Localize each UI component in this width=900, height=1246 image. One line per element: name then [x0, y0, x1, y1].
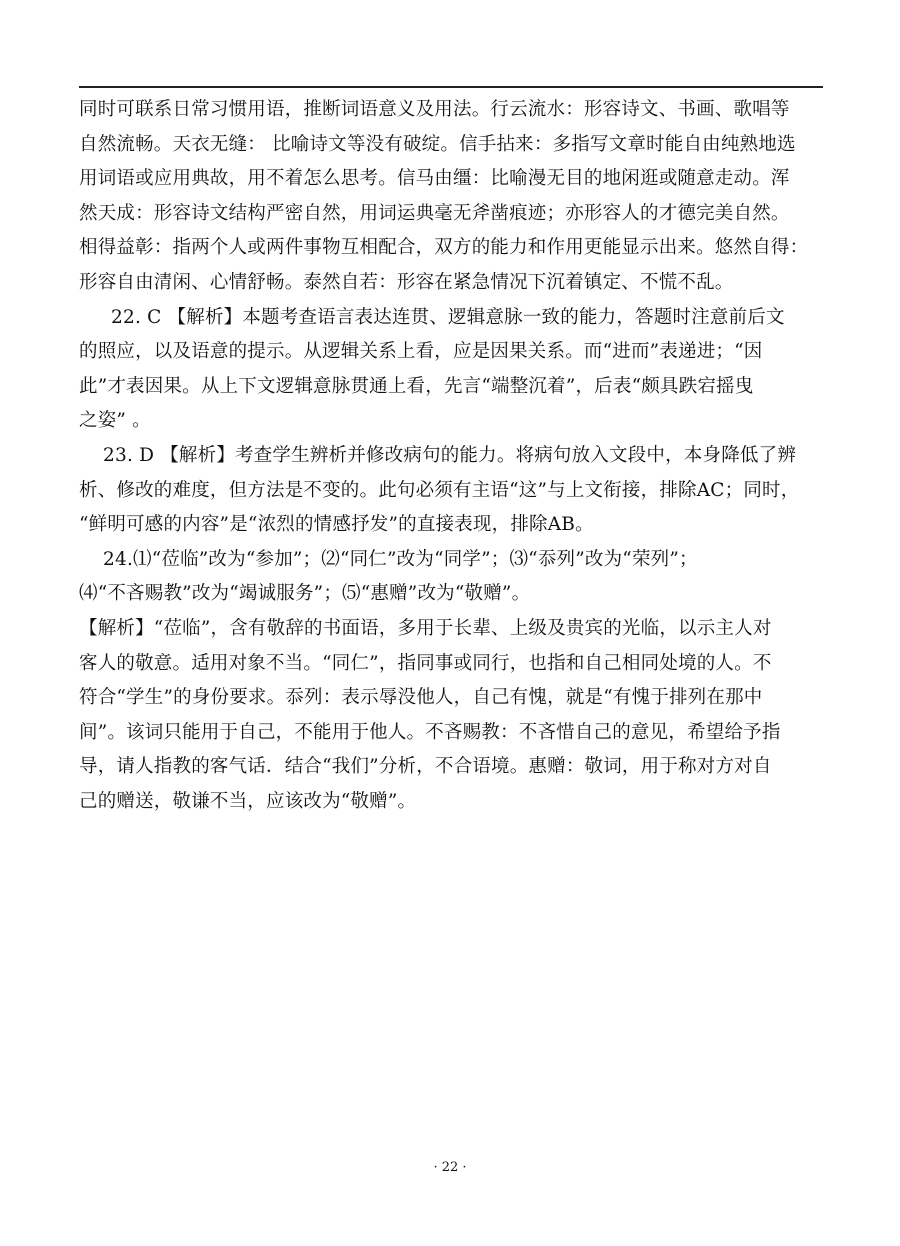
- text-line: 自然流畅。天衣无缝： 比喻诗文等没有破绽。信手拈来：多指写文章时能自由纯熟地选: [79, 133, 796, 155]
- text-line: 此”才表因果。从上下文逻辑意脉贯通上看，先言“端整沉着”，后表“颇具跌宕摇曳: [79, 375, 754, 397]
- document-body: [79, 93, 823, 819]
- text-line: 用词语或应用典故，用不着怎么思考。信马由缰：比喻漫无目的地闲逛或随意走动。浑: [79, 168, 790, 190]
- answer-22-line: 22. C 【解析】本题考查语言表达连贯、逻辑意脉一致的能力，答题时注意前后文: [111, 306, 785, 328]
- analysis-line: 【解析】“莅临”，含有敬辞的书面语，多用于长辈、上级及贵宾的光临，以示主人对: [79, 617, 772, 639]
- text-line: 相得益彰：指两个人或两件事物互相配合，双方的能力和作用更能显示出来。悠然自得：: [79, 237, 809, 259]
- text-line: 之姿” 。: [79, 410, 151, 432]
- text-line: 己的赠送，敬谦不当，应该改为“敬赠”。: [79, 790, 417, 812]
- answer-23-line: 23. D 【解析】考查学生辨析并修改病句的能力。将病句放入文段中，本身降低了辨: [103, 444, 797, 466]
- text-line: 间”。该词只能用于自己，不能用于他人。不吝赐教：不吝惜自己的意见，希望给予指: [79, 721, 781, 743]
- text-line: ⑷“不吝赐教”改为“竭诚服务”；⑸“惠赠”改为“敬赠”。: [79, 583, 531, 605]
- text-line: “鲜明可感的内容”是“浓烈的情感抒发”的直接表现，排除AB。: [79, 514, 594, 536]
- header-rule: [79, 86, 823, 88]
- text-line: 导，请人指教的客气话．结合“我们”分析，不合语境。惠赠：敬词，用于称对方对自: [79, 756, 772, 778]
- answer-24-line: 24.⑴“莅临”改为“参加”；⑵“同仁”改为“同学”；⑶“忝列”改为“荣列”；: [103, 548, 698, 570]
- text-line: 形容自由清闲、心情舒畅。泰然自若：形容在紧急情况下沉着镇定、不慌不乱。: [79, 271, 734, 293]
- page-number: · 22 ·: [433, 1160, 467, 1175]
- text-line: 符合“学生”的身份要求。忝列：表示辱没他人，自己有愧，就是“有愧于排列在那中: [79, 687, 763, 709]
- text-line: 同时可联系日常习惯用语，推断词语意义及用法。行云流水：形容诗文、书画、歌唱等: [79, 99, 790, 120]
- text-line: 客人的敬意。适用对象不当。“同仁”，指同事或同行，也指和自己相同处境的人。不: [79, 652, 772, 674]
- text-line: 然天成：形容诗文结构严密自然，用词运典毫无斧凿痕迹；亦形容人的才德完美自然。: [79, 202, 790, 224]
- text-line: 的照应，以及语意的提示。从逻辑关系上看，应是因果关系。而“进而”表递进；“因: [79, 341, 763, 363]
- text-line: 析、修改的难度，但方法是不变的。此句必须有主语“这”与上文衔接，排除AC；同时，: [79, 479, 800, 501]
